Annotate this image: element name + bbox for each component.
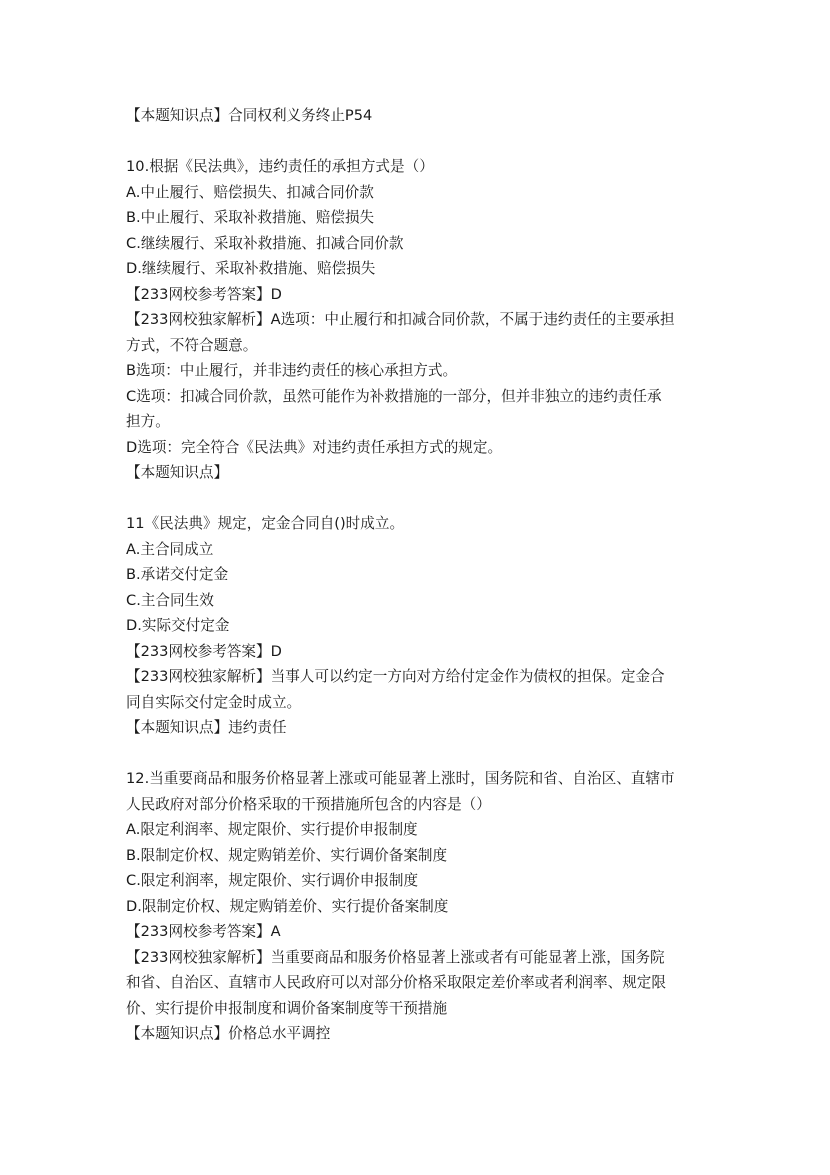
option-d: D.限制定价权、规定购销差价、实行提价备案制度: [126, 897, 449, 915]
analysis-line: 和省、自治区、直辖市人民政府可以对部分价格采取限定差价率或者利润率、规定限: [126, 974, 666, 991]
analysis-line: 同自实际交付定金时成立。: [126, 693, 302, 711]
option-a: A.限定利润率、规定限价、实行提价申报制度: [126, 821, 418, 838]
option-d: D.实际交付定金: [126, 617, 230, 634]
option-a: A.主合同成立: [126, 540, 214, 558]
option-b: B.限制定价权、规定购销差价、实行调价备案制度: [126, 846, 448, 864]
question-10: [126, 154, 706, 486]
analysis-line: 【233网校独家解析】A选项：中止履行和扣减合同价款，不属于违约责任的主要承担: [126, 311, 675, 328]
question-stem: 12.当重要商品和服务价格显著上涨或可能显著上涨时，国务院和省、自治区、直辖市: [126, 770, 675, 787]
answer-line: 【233网校参考答案】D: [126, 285, 282, 303]
spacer: [126, 486, 706, 512]
question-12: [126, 766, 706, 1047]
question-stem: 11《民法典》规定，定金合同自()时成立。: [126, 515, 405, 532]
option-c: C.限定利润率，规定限价、实行调价申报制度: [126, 872, 419, 889]
option-b: B.承诺交付定金: [126, 566, 229, 583]
knowledge-point: 【本题知识点】违约责任: [126, 719, 287, 736]
analysis-line: 价、实行提价申报制度和调价备案制度等干预措施: [126, 999, 448, 1017]
analysis-line: C选项：扣减合同价款，虽然可能作为补救措施的一部分，但并非独立的违约责任承: [126, 387, 662, 405]
question-11: [126, 511, 706, 741]
analysis-line: 担方。: [126, 413, 170, 430]
analysis-line: 方式，不符合题意。: [126, 336, 258, 354]
document-content: [126, 103, 706, 1047]
knowledge-point-header: 【本题知识点】合同权利义务终止P54: [126, 107, 373, 124]
spacer: [126, 129, 706, 155]
analysis-line: B选项：中止履行，并非违约责任的核心承担方式。: [126, 362, 458, 379]
spacer: [126, 741, 706, 767]
analysis-line: D选项：完全符合《民法典》对违约责任承担方式的规定。: [126, 438, 503, 456]
option-d: D.继续履行、采取补救措施、赔偿损失: [126, 260, 376, 277]
question-stem: 10.根据《民法典》，违约责任的承担方式是（）: [126, 158, 434, 175]
answer-line: 【233网校参考答案】A: [126, 923, 281, 940]
option-b: B.中止履行、采取补救措施、赔偿损失: [126, 209, 375, 226]
option-a: A.中止履行、赔偿损失、扣减合同价款: [126, 183, 374, 201]
knowledge-point: 【本题知识点】价格总水平调控: [126, 1025, 331, 1042]
analysis-line: 【233网校独家解析】当重要商品和服务价格显著上涨或者有可能显著上涨，国务院: [126, 948, 665, 966]
knowledge-point: 【本题知识点】: [126, 464, 229, 481]
answer-line: 【233网校参考答案】D: [126, 642, 282, 660]
option-c: C.继续履行、采取补救措施、扣减合同价款: [126, 234, 404, 252]
option-c: C.主合同生效: [126, 591, 214, 609]
analysis-line: 【233网校独家解析】当事人可以约定一方向对方给付定金作为债权的担保。定金合: [126, 668, 665, 685]
question-stem: 人民政府对部分价格采取的干预措施所包含的内容是（）: [126, 795, 491, 813]
